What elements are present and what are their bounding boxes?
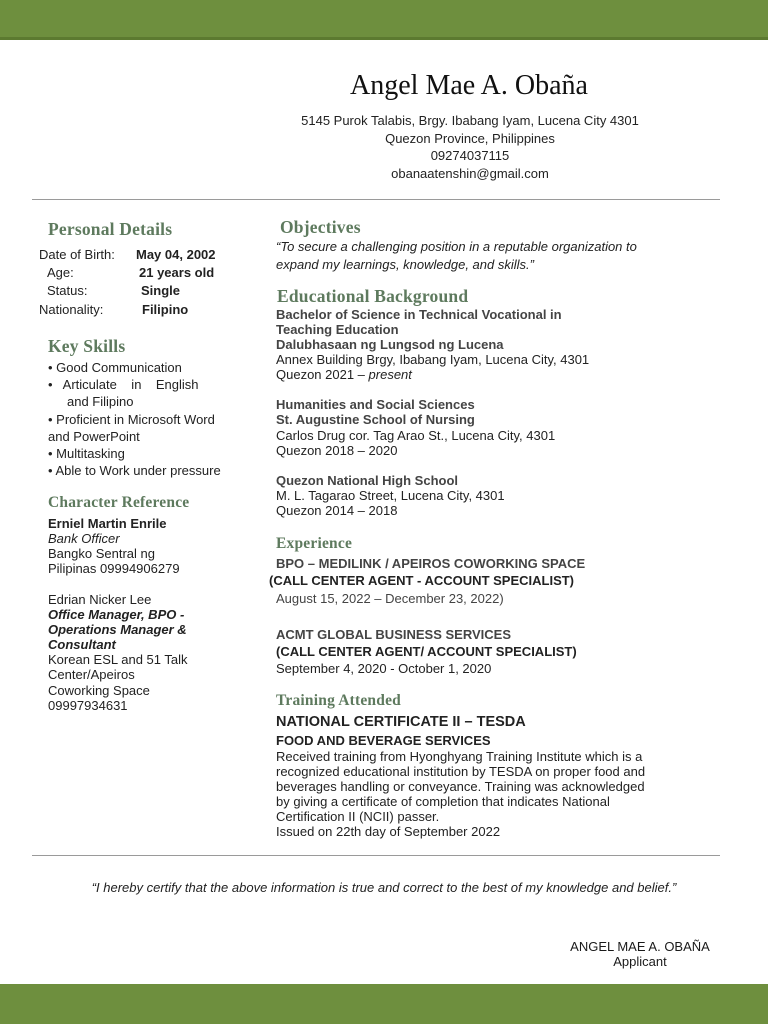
skill-item: • Good Communication	[48, 360, 182, 375]
education-1-course: Bachelor of Science in Technical Vocational in	[276, 307, 562, 322]
address-line-2: Quezon Province, Philippines	[385, 130, 555, 146]
reference-1-line: Pilipinas 09994906279	[48, 561, 180, 576]
experience-1-role: (CALL CENTER AGENT - ACCOUNT SPECIALIST)	[269, 573, 575, 588]
training-area: FOOD AND BEVERAGE SERVICES	[276, 733, 491, 748]
dob-value: May 04, 2002	[136, 247, 216, 262]
experience-2-dates: September 4, 2020 - October 1, 2020	[276, 661, 492, 676]
signer-name: ANGEL MAE A. OBAÑA	[570, 939, 710, 954]
certification-statement: “I hereby certify that the above information is true and correct to the best of my knowledge and belief.”	[91, 880, 677, 895]
bottom-color-band	[0, 984, 768, 1024]
objective-text: expand my learnings, knowledge, and skills.”	[276, 257, 534, 272]
signer-role: Applicant	[613, 954, 667, 969]
skill-item: • Proficient in Microsoft Word	[48, 412, 215, 427]
education-1-course: Teaching Education	[276, 322, 399, 337]
education-1-address: Annex Building Brgy, Ibabang Iyam, Lucena City, 4301	[276, 352, 590, 367]
education-heading: Educational Background	[277, 286, 469, 306]
status-label: Status:	[47, 283, 88, 298]
character-reference-heading: Character Reference	[48, 494, 190, 511]
objective-text: “To secure a challenging position in a reputable organization to	[276, 239, 637, 254]
education-2-strand: Humanities and Social Sciences	[276, 397, 475, 412]
reference-2-line: Korean ESL and 51 Talk	[48, 652, 188, 667]
phone-number: 09274037115	[430, 148, 510, 163]
education-3-address: M. L. Tagarao Street, Lucena City, 4301	[276, 488, 505, 503]
reference-2-phone: 09997934631	[48, 698, 128, 713]
age-label: Age:	[47, 265, 74, 280]
reference-1-name: Erniel Martin Enrile	[48, 516, 167, 531]
reference-2-line: Coworking Space	[48, 683, 150, 698]
age-value: 21 years old	[139, 265, 215, 280]
skill-item: • Able to Work under pressure	[48, 463, 221, 478]
education-3-years: Quezon 2014 – 2018	[276, 503, 398, 518]
header-divider	[32, 199, 720, 200]
skill-item: • Multitasking	[48, 446, 125, 461]
education-2-address: Carlos Drug cor. Tag Arao St., Lucena City, 4301	[276, 428, 556, 443]
skill-item-continued: and PowerPoint	[48, 429, 140, 444]
training-certificate: NATIONAL CERTIFICATE II – TESDA	[276, 714, 526, 730]
training-heading: Training Attended	[276, 692, 401, 709]
training-description: Received training from Hyonghyang Training Institute which is a	[276, 749, 643, 764]
reference-1-line: Bangko Sentral ng	[48, 546, 155, 561]
training-description: recognized educational institution by TESDA on proper food and	[276, 764, 646, 779]
applicant-name: Angel Mae A. Obaña	[350, 70, 588, 101]
reference-2-line: Center/Apeiros	[48, 667, 135, 682]
reference-2-role: Operations Manager &	[48, 622, 187, 637]
training-description: by giving a certificate of completion that indicates National	[276, 794, 610, 809]
education-3-school: Quezon National High School	[276, 473, 458, 488]
experience-heading: Experience	[276, 535, 353, 552]
contact-block	[200, 112, 740, 182]
training-description: beverages handling or conveyance. Training was acknowledged	[276, 779, 645, 794]
education-1-years: Quezon 2021 – present	[276, 367, 412, 382]
reference-2-name: Edrian Nicker Lee	[48, 592, 152, 607]
top-color-band	[0, 0, 768, 40]
footer-divider	[32, 855, 720, 856]
education-2-years: Quezon 2018 – 2020	[276, 443, 398, 458]
nationality-label: Nationality:	[39, 302, 104, 317]
reference-2-role: Office Manager, BPO -	[48, 607, 185, 622]
experience-2-role: (CALL CENTER AGENT/ ACCOUNT SPECIALIST)	[276, 644, 577, 659]
dob-label: Date of Birth:	[39, 247, 115, 262]
experience-1-company: BPO – MEDILINK / APEIROS COWORKING SPACE	[276, 556, 586, 571]
status-value: Single	[141, 283, 181, 298]
experience-2-company: ACMT GLOBAL BUSINESS SERVICES	[276, 627, 511, 642]
experience-1-dates: August 15, 2022 – December 23, 2022)	[276, 591, 504, 606]
email-address: obanaatenshin@gmail.com	[391, 165, 549, 181]
address-line-1: 5145 Purok Talabis, Brgy. Ibabang Iyam, Lucena City 4301	[301, 113, 639, 128]
reference-1-role: Bank Officer	[48, 531, 120, 546]
training-description: Certification II (NCII) passer.	[276, 809, 440, 824]
training-issued-date: Issued on 22th day of September 2022	[276, 824, 501, 839]
key-skills-heading: Key Skills	[48, 336, 126, 356]
education-1-school: Dalubhasaan ng Lungsod ng Lucena	[276, 337, 504, 352]
nationality-value: Filipino	[142, 302, 189, 317]
personal-details-heading: Personal Details	[48, 219, 173, 239]
objectives-heading: Objectives	[280, 217, 361, 237]
reference-2-role: Consultant	[48, 637, 116, 652]
skill-item-continued: and Filipino	[67, 394, 134, 409]
education-2-school: St. Augustine School of Nursing	[276, 412, 475, 427]
skill-item: • Articulate in English	[48, 377, 199, 392]
